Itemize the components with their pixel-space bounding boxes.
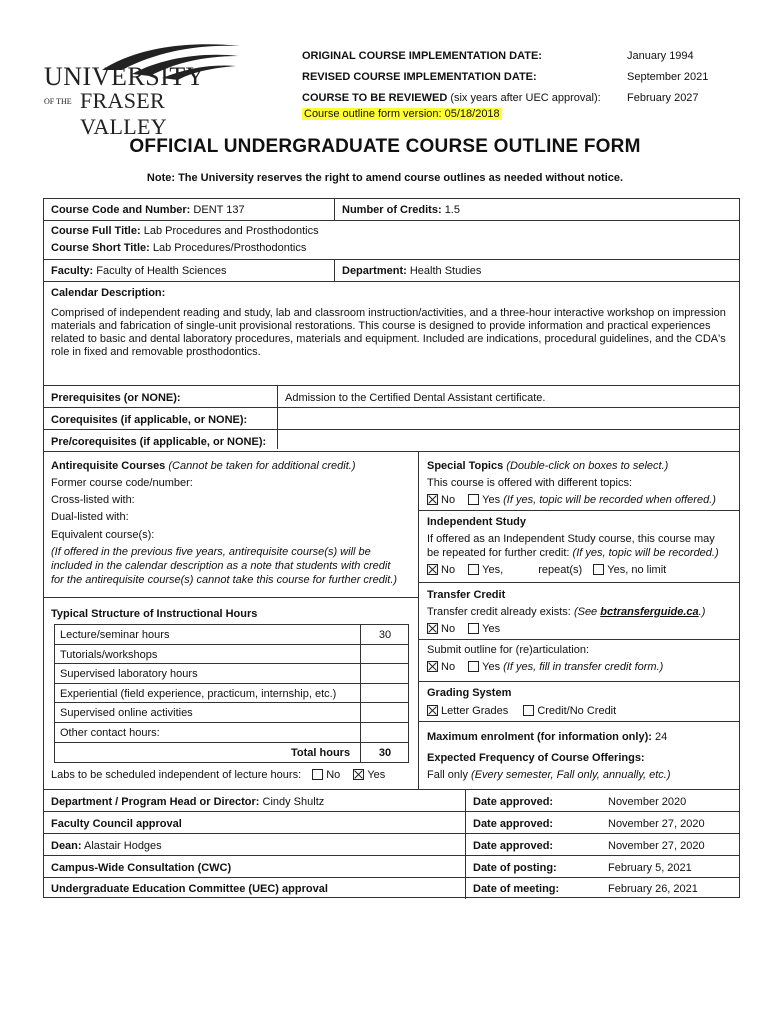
faculty-council-field[interactable]: Faculty Council approval <box>51 818 182 830</box>
special-no-checkbox[interactable] <box>427 494 438 505</box>
calendar-description-label: Calendar Description: <box>51 287 166 299</box>
cross-listed[interactable]: Cross-listed with: <box>51 494 135 506</box>
university-logo <box>42 40 242 139</box>
special-topics-options: No Yes (If yes, topic will be recorded when offered.) <box>427 494 716 506</box>
special-yes-checkbox[interactable] <box>468 494 479 505</box>
structure-label: Typical Structure of Instructional Hours <box>51 608 258 620</box>
corequisites-label: Corequisites (if applicable, or NONE): <box>51 414 248 426</box>
dean-date[interactable]: November 27, 2020 <box>608 840 705 852</box>
faculty-field[interactable]: Faculty: Faculty of Health Sciences <box>51 265 227 277</box>
special-topics-line: This course is offered with different topics: <box>427 477 633 489</box>
table-row: Experiential (field experience, practicum, internship, etc.) <box>55 684 408 704</box>
frequency-label: Expected Frequency of Course Offerings: <box>427 752 645 764</box>
hours-input[interactable]: 30 <box>378 629 392 641</box>
rearticulation-yes-checkbox[interactable] <box>468 661 479 672</box>
short-title-field[interactable]: Course Short Title: Lab Procedures/Prosthodontics <box>51 242 307 254</box>
table-row: Supervised online activities <box>55 703 408 723</box>
antireq-note-line2: included in the calendar description as a note that students with credit <box>51 560 391 572</box>
logo-ofthe-text: OF THE <box>44 97 72 106</box>
rearticulation-options: No Yes (If yes, fill in transfer credit form.) <box>427 661 663 673</box>
logo-fraser-valley-text: FRASER VALLEY <box>80 88 167 139</box>
max-enrolment-field[interactable]: Maximum enrolment (for information only): 24 <box>427 731 668 743</box>
indep-yes-checkbox[interactable] <box>468 564 479 575</box>
review-date-value: February 2027 <box>627 92 699 104</box>
table-row: Supervised laboratory hours <box>55 664 408 684</box>
transfer-no-checkbox[interactable] <box>427 623 438 634</box>
rearticulation-no-checkbox[interactable] <box>427 661 438 672</box>
review-date-label: COURSE TO BE REVIEWED (six years after UEC approval): <box>302 92 601 104</box>
antirequisite-label: Antirequisite Courses (Cannot be taken for additional credit.) <box>51 460 356 472</box>
labs-yes-checkbox[interactable] <box>353 769 364 780</box>
uec-field[interactable]: Undergraduate Education Committee (UEC) approval <box>51 883 328 895</box>
total-row: Total hours 30 <box>55 743 408 763</box>
letter-grades-checkbox[interactable] <box>427 705 438 716</box>
full-title-field[interactable]: Course Full Title: Lab Procedures and Prosthodontics <box>51 225 319 237</box>
table-row: Tutorials/workshops <box>55 645 408 665</box>
independent-study-options: No Yes, repeat(s) Yes, no limit <box>427 564 666 576</box>
amend-note: Note: The University reserves the right to amend course outlines as needed without notice. <box>146 172 624 184</box>
dual-listed[interactable]: Dual-listed with: <box>51 511 129 523</box>
indep-no-checkbox[interactable] <box>427 564 438 575</box>
page-title: OFFICIAL UNDERGRADUATE COURSE OUTLINE FORM <box>129 136 641 157</box>
antireq-note-line3: for the antirequisite course(s) cannot take this course for further credit.) <box>51 574 398 586</box>
uec-date-label: Date of meeting: <box>473 883 560 895</box>
independent-study-line2: be repeated for further credit: (If yes, topic will be recorded.) <box>427 547 719 559</box>
grading-options: Letter Grades Credit/No Credit <box>427 705 616 717</box>
rearticulation-line: Submit outline for (re)articulation: <box>427 644 590 656</box>
original-date-label: ORIGINAL COURSE IMPLEMENTATION DATE: <box>302 50 542 62</box>
uec-date[interactable]: February 26, 2021 <box>608 883 698 895</box>
credits-field[interactable]: Number of Credits: 1.5 <box>342 204 460 216</box>
labs-independent: Labs to be scheduled independent of lecture hours: No Yes <box>51 769 386 781</box>
bctransferguide-link[interactable]: bctransferguide.ca <box>600 606 699 618</box>
transfer-credit-label: Transfer Credit <box>427 589 506 601</box>
frequency-value[interactable]: Fall only (Every semester, Fall only, annually, etc.) <box>427 769 671 781</box>
grading-system-label: Grading System <box>427 687 512 699</box>
repeats-label: repeat(s) <box>538 564 583 576</box>
form-version: Course outline form version: 05/18/2018 <box>304 108 500 120</box>
faculty-council-date[interactable]: November 27, 2020 <box>608 818 705 830</box>
dept-head-date-label: Date approved: <box>473 796 554 808</box>
transfer-yes-checkbox[interactable] <box>468 623 479 634</box>
revised-date-value: September 2021 <box>627 71 709 83</box>
total-hours-value: 30 <box>378 746 392 759</box>
revised-date-label: REVISED COURSE IMPLEMENTATION DATE: <box>302 71 537 83</box>
course-code-field[interactable]: Course Code and Number: DENT 137 <box>51 204 245 216</box>
independent-study-line1: If offered as an Independent Study course, this course may <box>427 533 715 545</box>
table-row: Lecture/seminar hours 30 <box>55 625 408 645</box>
dept-head-field[interactable]: Department / Program Head or Director: Cindy Shultz <box>51 796 325 808</box>
logo-university-text: UNIVERSITY <box>44 62 205 91</box>
course-outline-form <box>43 198 740 898</box>
special-topics-label: Special Topics (Double-click on boxes to select.) <box>427 460 669 472</box>
hours-table <box>54 624 409 763</box>
calendar-description-text[interactable]: Comprised of independent reading and study, lab and classroom instruction/activities, and a three-hour interactive workshop on impression materials and fabrication of single-unit provisional restorations. This course is designed to provide information and practical experiences related to basic and dental laboratory procedures, materials and equipment. Included are indications, procedural guidelines, and the CDA's role in fixed and removable prosthodontics. <box>51 307 726 358</box>
department-field[interactable]: Department: Health Studies <box>342 265 482 277</box>
transfer-exists-options: No Yes <box>427 623 500 635</box>
prerequisites-value[interactable]: Admission to the Certified Dental Assistant certificate. <box>285 392 546 404</box>
credit-no-credit-checkbox[interactable] <box>523 705 534 716</box>
independent-study-label: Independent Study <box>427 516 526 528</box>
former-course-code[interactable]: Former course code/number: <box>51 477 193 489</box>
dept-head-date[interactable]: November 2020 <box>608 796 687 808</box>
faculty-council-date-label: Date approved: <box>473 818 554 830</box>
antireq-note-line1: (If offered in the previous five years, antirequisite course(s) will be <box>51 546 371 558</box>
original-date-value: January 1994 <box>627 50 694 62</box>
precorequisites-label: Pre/corequisites (if applicable, or NONE): <box>51 436 267 448</box>
prerequisites-label: Prerequisites (or NONE): <box>51 392 181 404</box>
indep-nolimit-checkbox[interactable] <box>593 564 604 575</box>
dean-field[interactable]: Dean: Alastair Hodges <box>51 840 162 852</box>
dean-date-label: Date approved: <box>473 840 554 852</box>
cwc-date-label: Date of posting: <box>473 862 557 874</box>
transfer-exists-line: Transfer credit already exists: (See bctransferguide.ca.) <box>427 606 706 618</box>
table-row: Other contact hours: <box>55 723 408 743</box>
cwc-field[interactable]: Campus-Wide Consultation (CWC) <box>51 862 232 874</box>
cwc-date[interactable]: February 5, 2021 <box>608 862 692 874</box>
labs-no-checkbox[interactable] <box>312 769 323 780</box>
equivalent-courses[interactable]: Equivalent course(s): <box>51 529 155 541</box>
